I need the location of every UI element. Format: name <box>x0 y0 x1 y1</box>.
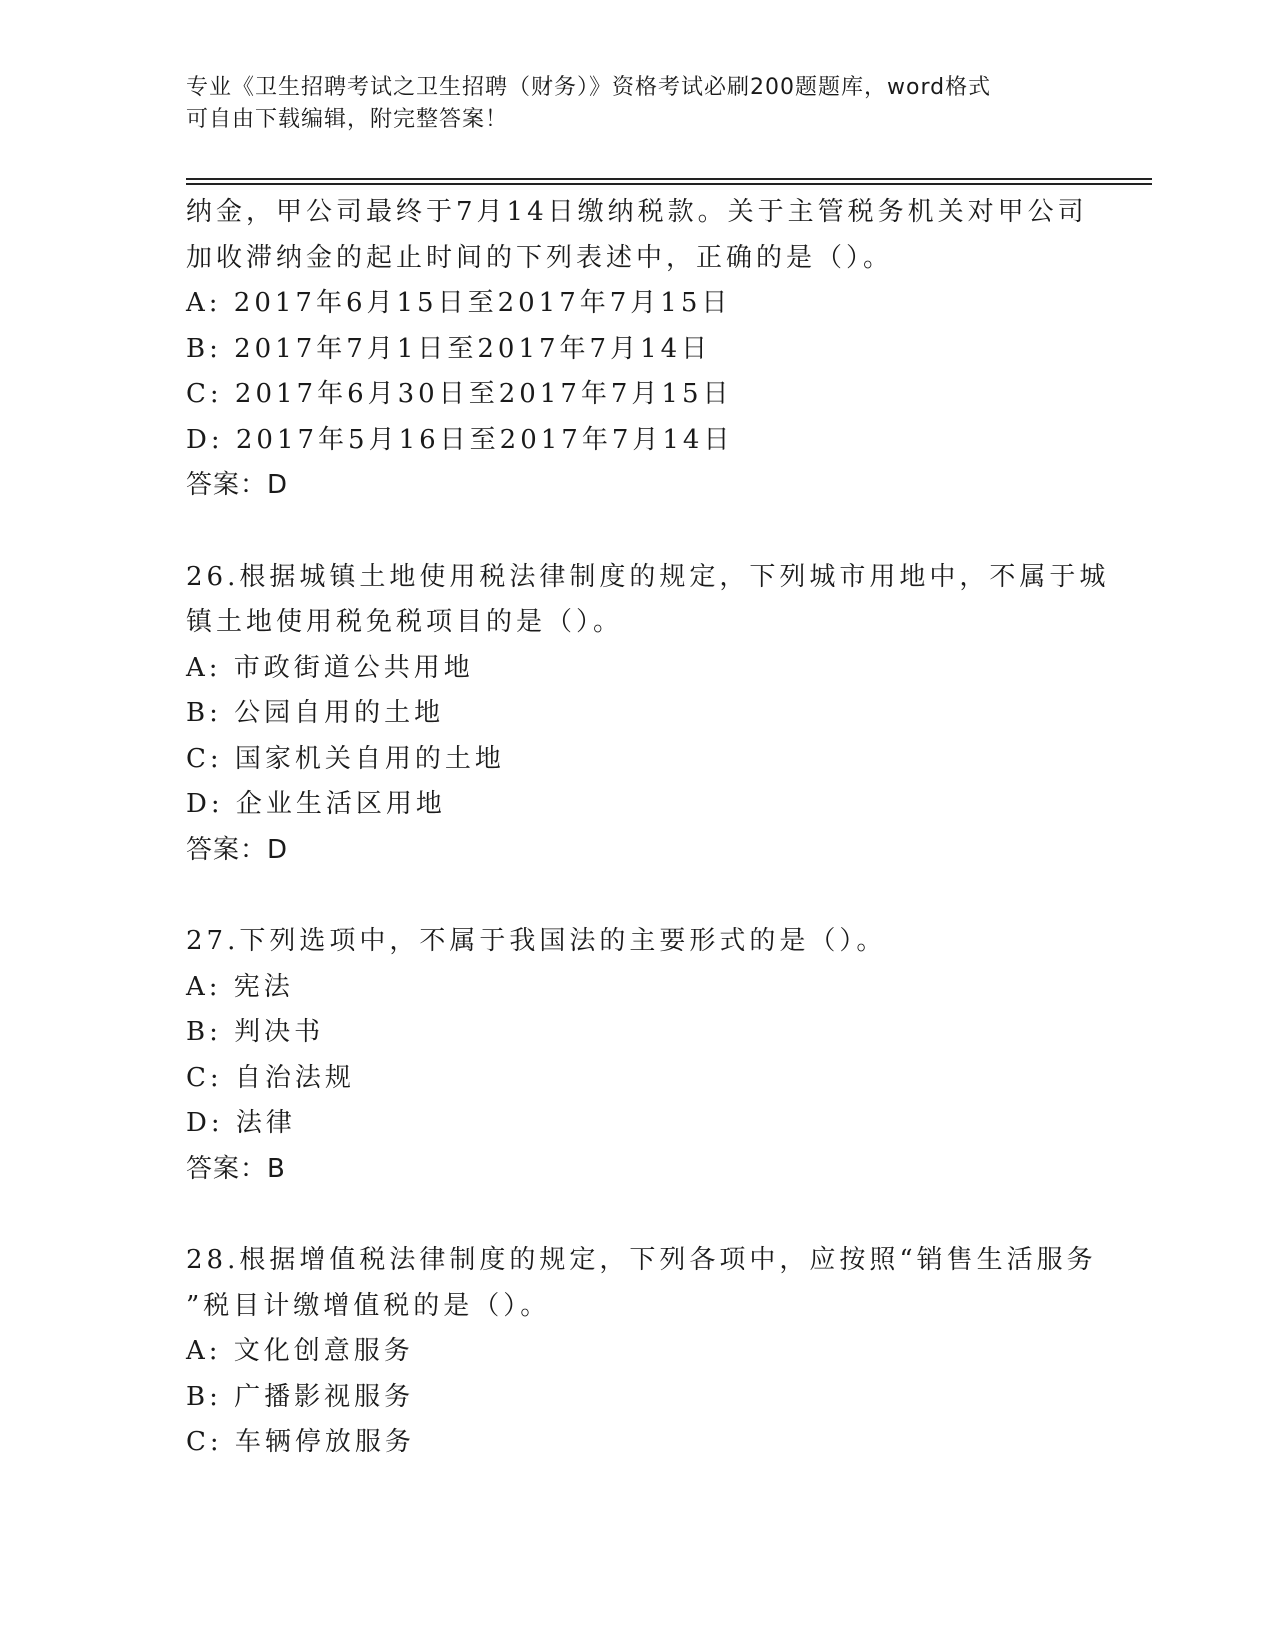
question-block-25-continued <box>186 190 1086 509</box>
header-title-line-1: 专业《卫生招聘考试之卫生招聘（财务）》资格考试必刷200题题库，word格式 <box>186 75 992 100</box>
option-b: B: 判决书 <box>186 1017 325 1047</box>
question-block-26 <box>186 555 1110 874</box>
question-text-line: 镇土地使用税免税项目的是（）。 <box>186 607 624 637</box>
header-title-line-2: 可自由下载编辑，附完整答案！ <box>186 107 509 132</box>
option-c: C: 国家机关自用的土地 <box>186 743 505 774</box>
option-d: D: 企业生活区用地 <box>186 789 446 819</box>
option-c: C: 车辆停放服务 <box>186 1427 415 1457</box>
option-b: B: 2017年7月1日至2017年7月14日 <box>186 333 712 364</box>
question-block-27 <box>186 919 1086 1192</box>
answer-line: 答案：B <box>186 1153 286 1184</box>
question-block-28 <box>186 1238 1097 1466</box>
option-b: B: 公园自用的土地 <box>186 698 445 728</box>
option-a: A: 2017年6月15日至2017年7月15日 <box>186 288 732 318</box>
header-divider-bottom <box>186 183 1152 185</box>
question-text-line: 28.根据增值税法律制度的规定，下列各项中，应按照“销售生活服务 <box>186 1245 1097 1275</box>
question-text-line: ”税目计缴增值税的是（）。 <box>186 1290 551 1321</box>
spacer <box>186 1192 1086 1238</box>
option-d: D: 2017年5月16日至2017年7月14日 <box>186 424 734 455</box>
option-b: B: 广播影视服务 <box>186 1381 415 1412</box>
spacer <box>186 509 1086 555</box>
page-header <box>186 72 1066 136</box>
question-text-line: 26.根据城镇土地使用税法律制度的规定，下列城市用地中，不属于城 <box>186 561 1110 592</box>
question-content <box>186 190 1110 1466</box>
option-a: A: 文化创意服务 <box>186 1336 414 1366</box>
answer-line: 答案：D <box>186 834 289 865</box>
option-d: D: 法律 <box>186 1108 296 1138</box>
option-a: A: 宪法 <box>186 971 294 1002</box>
header-divider-top <box>186 178 1152 180</box>
option-c: C: 2017年6月30日至2017年7月15日 <box>186 379 733 409</box>
option-a: A: 市政街道公共用地 <box>186 652 474 683</box>
answer-line: 答案：D <box>186 470 289 500</box>
question-text-line: 纳金，甲公司最终于7月14日缴纳税款。关于主管税务机关对甲公司 <box>186 197 1088 227</box>
option-c: C: 自治法规 <box>186 1062 355 1093</box>
question-text-line: 加收滞纳金的起止时间的下列表述中，正确的是（）。 <box>186 242 894 273</box>
question-text-line: 27.下列选项中，不属于我国法的主要形式的是（）。 <box>186 926 887 956</box>
spacer <box>186 873 1086 919</box>
